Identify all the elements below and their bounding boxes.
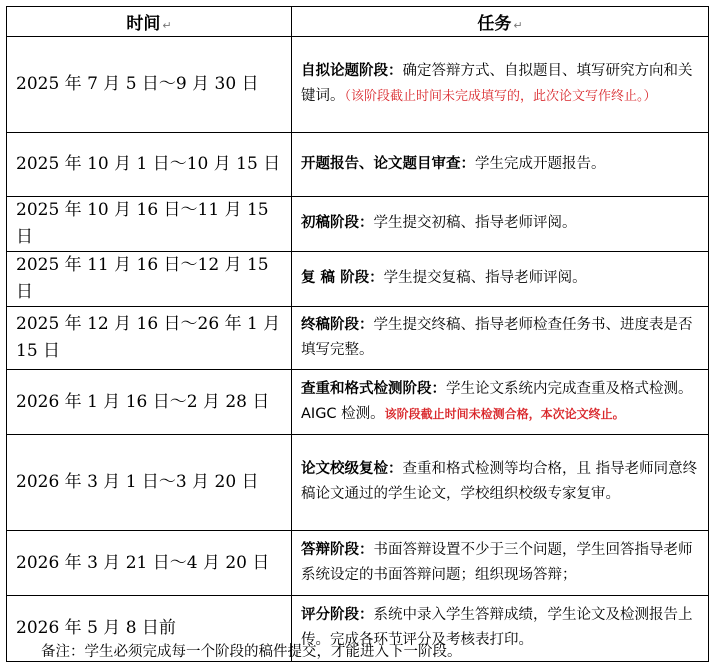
stage-label: 终稿阶段：	[301, 316, 374, 333]
table-row	[7, 307, 709, 370]
task-cell	[292, 197, 709, 252]
time-cell: 2025 年 11 月 16 日～12 月 15 日	[7, 252, 292, 307]
stage-label: 复 稿 阶段：	[301, 270, 384, 286]
time-header: 时间 ↵	[7, 7, 292, 37]
stage-text: 确定答辩方式、自拟题目、填写研究方向和关键词。	[301, 63, 693, 104]
time-cell: 2025 年 10 月 1 日～10 月 15 日	[7, 133, 292, 197]
stage-text: 学生提交终稿、指导老师检查任务书、进度表是否填写完整。	[301, 316, 693, 358]
stage-text: 查重和格式检测等均合格，且 指导老师同意终稿论文通过的学生论文，学校组织校级专家复审。	[301, 461, 698, 502]
stage-label: 初稿阶段：	[301, 215, 374, 231]
task-cell	[292, 133, 709, 197]
time-cell: 2026 年 5 月 8 日前	[7, 596, 292, 662]
stage-text: 系统中录入学生答辩成绩，学生论文及检测报告上传。完成各环节评分及考核表打印。	[301, 607, 693, 648]
stage-label: 开题报告、论文题目审查：	[301, 155, 475, 172]
table-row	[7, 531, 709, 596]
time-cell: 2026 年 3 月 1 日～3 月 20 日	[7, 435, 292, 531]
stage-label: 论文校级复检：	[301, 461, 403, 477]
stage-text: 学生提交初稿、指导老师评阅。	[373, 215, 577, 231]
time-cell: 2025 年 12 月 16 日～26 年 1 月 15 日	[7, 307, 292, 370]
warning-text: 该阶段截止时间未检测合格，本次论文终止。	[384, 406, 625, 421]
time-cell: 2026 年 3 月 21 日～4 月 20 日	[7, 531, 292, 596]
stage-text: 学生完成开题报告。	[475, 155, 606, 172]
task-cell	[292, 252, 709, 307]
stage-text: 学生提交复稿、指导老师评阅。	[383, 270, 587, 286]
time-cell: 2025 年 7 月 5 日～9 月 30 日	[7, 37, 292, 133]
table-row	[7, 435, 709, 531]
footnote: 备注：学生必须完成每一个阶段的稿件提交，才能进入下一阶段。	[41, 644, 462, 660]
stage-label: 评分阶段：	[301, 607, 374, 623]
table-row	[7, 133, 709, 197]
table-row	[7, 197, 709, 252]
stage-label: 查重和格式检测阶段：	[301, 380, 446, 397]
header-row	[7, 7, 709, 37]
task-cell	[292, 531, 709, 596]
time-cell: 2025 年 10 月 16 日～11 月 15 日	[7, 197, 292, 252]
stage-text: 学生论文系统内完成查重及格式检测。AIGC 检测。	[301, 380, 693, 422]
task-cell	[292, 37, 709, 133]
table-row	[7, 252, 709, 307]
task-cell	[292, 435, 709, 531]
task-cell	[292, 370, 709, 435]
table-row	[7, 370, 709, 435]
stage-text: 书面答辩设置不少于三个问题，学生回答指导老师系统设定的书面答辩问题；组织现场答辩；	[301, 541, 693, 583]
time-cell: 2026 年 1 月 16 日～2 月 28 日	[7, 370, 292, 435]
table-row	[7, 37, 709, 133]
stage-label: 答辩阶段：	[301, 541, 374, 558]
task-header: 任务 ↵	[292, 7, 709, 37]
task-cell	[292, 307, 709, 370]
stage-label: 自拟论题阶段：	[301, 63, 403, 79]
warning-text: （该阶段截止时间未完成填写的，此次论文写作终止。）	[344, 89, 657, 104]
schedule-table	[6, 6, 709, 662]
